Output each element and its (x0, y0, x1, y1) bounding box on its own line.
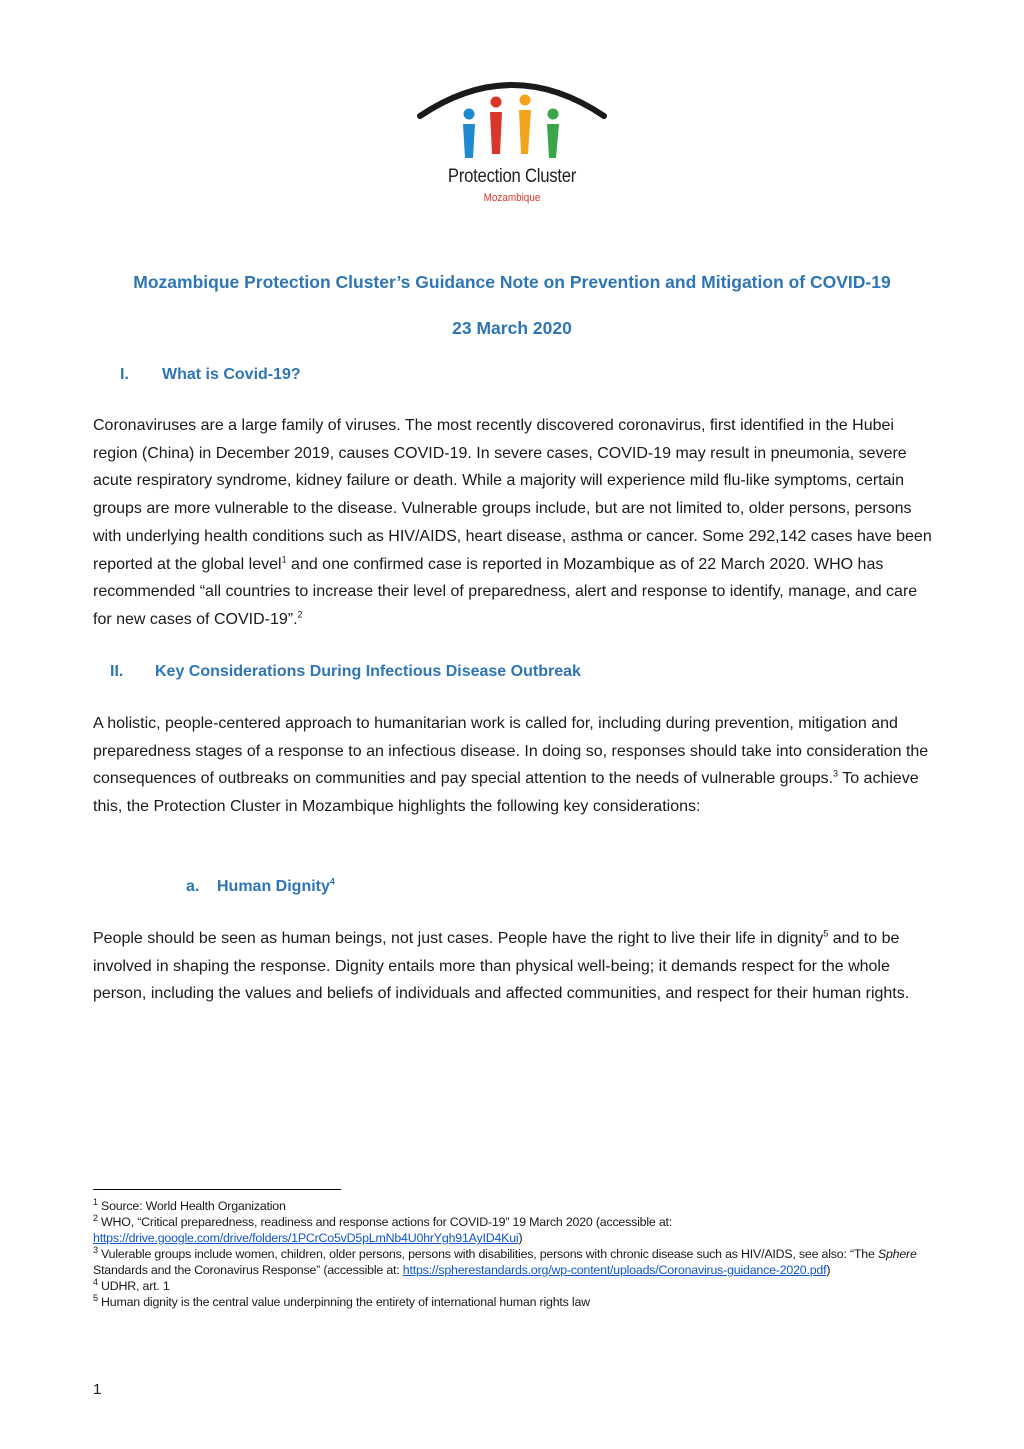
footnote-3 (93, 1246, 933, 1278)
section-title: Key Considerations During Infectious Disease Outbreak (155, 663, 581, 680)
logo-figures-icon (410, 74, 614, 164)
footnote-italic-text: Sphere (877, 1247, 917, 1261)
footnote-number: 1 (93, 1196, 98, 1207)
paragraph-text: and to be involved in shaping the response. Dignity entails more than physical well-being; it demands respect for the whole person, including the values and beliefs of individuals and affected communities, and respect for their human rights. (93, 930, 910, 1003)
footnote-ref: 1 (281, 554, 287, 565)
paragraph-text: and one confirmed case is reported in Mozambique as of 22 March 2020. WHO has recommended “all countries to increase their level of preparedness, alert and response to identify, manage, and care for new cases of COVID-19”. (93, 555, 918, 628)
footnote-link[interactable]: https://drive.google.com/drive/folders/1PCrCo5vD5pLmNb4U0hrYgh91AyID4Kui (93, 1231, 519, 1245)
footnote-separator (93, 1189, 341, 1190)
section-2-paragraph (93, 710, 933, 821)
paragraph-text: Coronaviruses are a large family of viruses. The most recently discovered coronavirus, first identified in the Hubei region (China) in December 2019, causes COVID-19. In severe cases, COVID-19 may result in pneumonia, severe acute respiratory syndrome, kidney failure or death. While a majority will experience mild flu-like symptoms, certain groups are more vulnerable to the disease. Vulnerable groups include, but are not limited to, older persons, persons with underlying health conditions such as HIV/AIDS, heart disease, asthma or cancer. Some 292,142 cases have been reported at the global level (93, 417, 932, 573)
footnote-4 (93, 1278, 933, 1294)
subsection-title (217, 878, 335, 896)
footnote-text: Human dignity is the central value underpinning the entirety of international human rights law (97, 1295, 590, 1309)
footnote-ref: 4 (329, 876, 335, 887)
footnote-text: WHO, “Critical preparedness, readiness and response actions for COVID-19” 19 March 2020 (accessible at: (97, 1215, 673, 1229)
logo-title: Protection Cluster (447, 166, 577, 187)
subsection-title-text: Human Dignity (217, 878, 330, 895)
footnote-ref: 5 (823, 928, 829, 939)
paragraph-text: To achieve this, the Protection Cluster in Mozambique highlights the following key considerations: (93, 770, 919, 816)
footnotes (93, 1198, 933, 1310)
footnote-text: Source: World Health Organization (97, 1199, 286, 1213)
subsection-a-paragraph (93, 925, 933, 1008)
footnote-text: UDHR, art. 1 (97, 1279, 170, 1293)
section-1-paragraph (93, 412, 933, 634)
footnote-ref: 2 (297, 609, 303, 620)
footnote-text: Vulerable groups include women, children, older persons, persons with disabilities, persons with chronic disease such as HIV/AIDS, see also: “The (97, 1247, 878, 1261)
footnote-5 (93, 1294, 933, 1310)
footnote-number: 5 (93, 1292, 98, 1303)
footnote-link[interactable]: https://spherestandards.org/wp-content/uploads/Coronavirus-guidance-2020.pdf (402, 1263, 827, 1277)
document-title: Mozambique Protection Cluster’s Guidance Note on Prevention and Mitigation of COVID-19 (133, 272, 891, 292)
logo-subtitle: Mozambique (483, 192, 541, 204)
section-number: I. (120, 366, 129, 383)
footnote-number: 2 (93, 1212, 98, 1223)
footnote-number: 4 (93, 1276, 98, 1287)
footnote-ref: 3 (833, 769, 839, 780)
footnote-1 (93, 1198, 933, 1214)
section-number: II. (110, 663, 124, 680)
subsection-number: a. (186, 878, 200, 895)
page-number: 1 (93, 1381, 102, 1398)
section-title: What is Covid-19? (162, 366, 301, 383)
paragraph-text: People should be seen as human beings, not just cases. People have the right to live their life in dignity (93, 930, 824, 947)
protection-cluster-logo (410, 74, 614, 210)
paragraph-text: A holistic, people-centered approach to humanitarian work is called for, including during prevention, mitigation and preparedness stages of a response to an infectious disease. In doing so, responses should take into consideration the consequences of outbreaks on communities and pay special attention to the needs of vulnerable groups. (93, 715, 929, 788)
footnote-2 (93, 1214, 933, 1246)
document-date: 23 March 2020 (452, 318, 572, 338)
footnote-text: ) (826, 1263, 831, 1277)
footnote-text: ) (518, 1231, 523, 1245)
footnote-number: 3 (93, 1244, 98, 1255)
footnote-text: Standards and the Coronavirus Response” (accessible at: (93, 1263, 403, 1277)
